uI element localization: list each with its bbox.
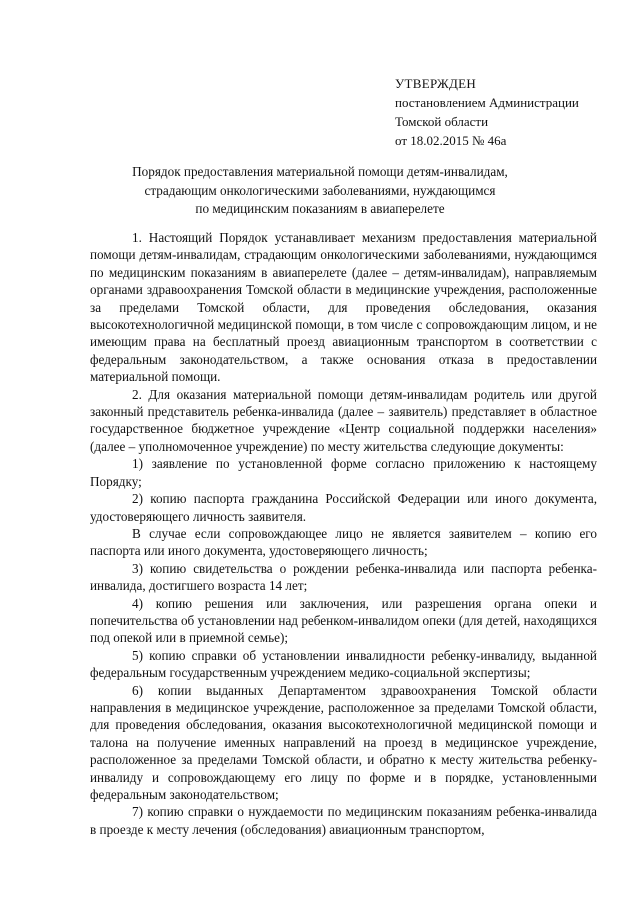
paragraph-1: 1. Настоящий Порядок устанавливает механизм предоставления материальной помощи детям-инвалидам, страдающим онкологическими заболеваниями, нуждающимся по медицинским показаниям в авиаперелете (далее – детям-инвалидам), направляемым органами здравоохранения Томской области в медицинские учреждения, расположенные за пределами Томской области, для проведения обследования, оказания высокотехнологичной медицинской помощи, в том числе с сопровождающим лицом, и не имеющим права на бесплатный проезд авиационным транспортом в соответствии с федеральным законодательством, а также основания отказа в предоставлении материальной помощи.	[90, 230, 597, 385]
paragraph-2: 2. Для оказания материальной помощи детям-инвалидам родитель или другой законный представитель ребенка-инвалида (далее – заявитель) представляет в областное государственное бюджетное учреждение «Центр социальной поддержки населения» (далее – уполномоченное учреждение) по месту жительства следующие документы:	[90, 386, 597, 454]
title-line: Порядок предоставления материальной помощи детям-инвалидам,	[132, 164, 508, 179]
list-item-2: 2) копию паспорта гражданина Российской Федерации или иного документа, удостоверяющего личность заявителя.	[90, 491, 597, 524]
approval-by-line: постановлением Администрации	[395, 95, 579, 110]
approval-stamp	[395, 74, 579, 150]
document-body	[90, 229, 597, 838]
list-item-7: 7) копию справки о нуждаемости по медицинским показаниям ребенка-инвалида в проезде к месту лечения (обследования) авиационным транспортом,	[90, 804, 597, 837]
approval-date-line: от 18.02.2015 № 46а	[395, 133, 507, 148]
title-line: страдающим онкологическими заболеваниями, нуждающимся	[144, 182, 496, 198]
list-item-1: 1) заявление по установленной форме согласно приложению к настоящему Порядку;	[90, 456, 597, 489]
list-item-5: 5) копию справки об установлении инвалидности ребенку-инвалиду, выданной федеральным государственным учреждением медико-социальной экспертизы;	[90, 647, 597, 681]
list-item-6: 6) копии выданных Департаментом здравоохранения Томской области направления в медицинское учреждение, расположенное за пределами Томской области, для проведения обследования, оказания высокотехнологичной медицинской помощи и талона на получение именных направлений на проезд в медицинское учреждение, расположенное за пределами Томской области, и обратно к месту жительства ребенку-инвалиду и сопровождающему его лицу по форме и в порядке, установленными федеральным законодательством;	[90, 682, 597, 802]
list-item-2-note: В случае если сопровождающее лицо не является заявителем – копию его паспорта или иного документа, удостоверяющего личность;	[90, 525, 597, 559]
title-line: по медицинским показаниям в авиаперелете	[195, 201, 445, 216]
list-item-4: 4) копию решения или заключения, или разрешения органа опеки и попечительства об установлении над ребенком-инвалидом опеки (для детей, находящихся под опекой или в приемной семье);	[90, 595, 597, 646]
document-title	[100, 163, 540, 219]
approval-region-line: Томской области	[395, 114, 489, 129]
approval-heading: УТВЕРЖДЕН	[395, 76, 477, 91]
list-item-3: 3) копию свидетельства о рождении ребенка-инвалида или паспорта ребенка-инвалида, достигшего возраста 14 лет;	[90, 560, 597, 594]
